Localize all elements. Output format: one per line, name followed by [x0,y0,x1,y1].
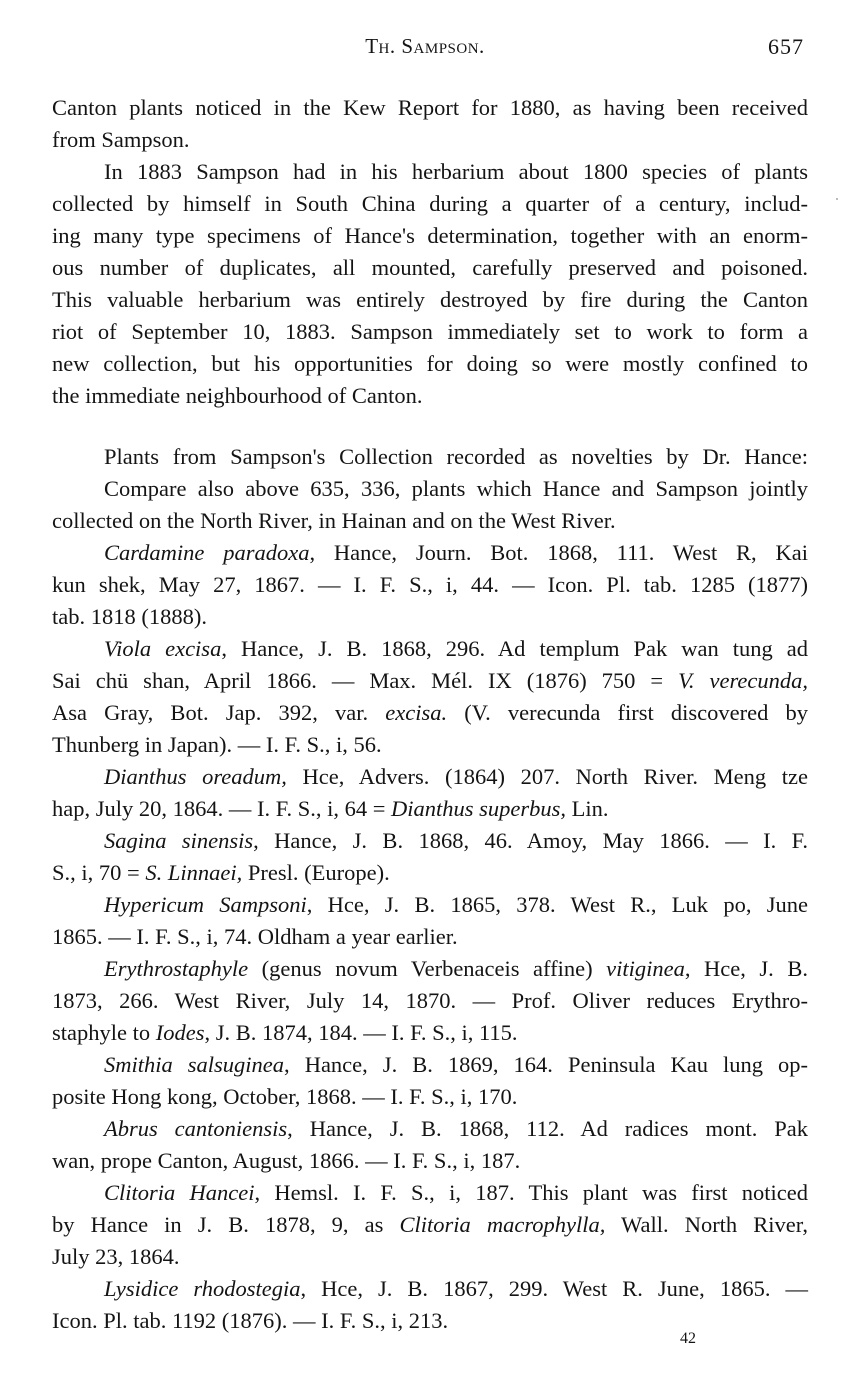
text-line [52,793,808,825]
page-number: 657 [768,34,804,59]
citation-text: Wall. North River, [605,1212,808,1237]
citation-text: by Hance in J. B. 1878, 9, as [52,1212,400,1237]
running-title [0,34,850,59]
text-line: from Sampson. [52,127,190,152]
text-line: 1865. — I. F. S., i, 74. Oldham a year earlier. [52,924,458,949]
species-name: Sagina sinensis [104,828,254,853]
citation-text: , J. B. 1874, 184. — I. F. S., i, 115. [204,1020,518,1045]
section-heading: Plants from Sampson's Collection recorded as novelties by Dr. Hance: [104,444,808,469]
citation-text: Hce, Advers. (1864) 207. North River. Meng tze [286,764,808,789]
citation-text: , Hance, J. B. 1868, 112. Ad radices mont. Pak [287,1116,808,1141]
running-title-text: Th. Sampson. [365,34,485,58]
species-name: Cardamine paradoxa [104,540,310,565]
text-line: riot of September 10, 1883. Sampson immediately set to work to form a [52,319,808,344]
text-line [52,857,808,889]
species-name: Hypericum Sampsoni [104,892,307,917]
synonym-name: S. Linnaei, [145,860,243,885]
text-line: July 23, 1864. [52,1244,180,1269]
citation-text: (V. verecunda first discovered by [447,700,809,725]
text-line: kun shek, May 27, 1867. — I. F. S., i, 44. — Icon. Pl. tab. 1285 (1877) [52,572,808,597]
citation-text: , Hce, J. B. [684,956,808,981]
citation-text: , Hce, J. B. 1865, 378. West R., Luk po, June [306,892,808,917]
citation-text: Asa Gray, Bot. Jap. 392, var. [52,700,386,725]
species-entry [104,1113,808,1145]
species-entry [104,825,808,857]
species-entry [104,761,808,793]
variety-name: excisa. [385,700,448,725]
species-name: Viola excisa [104,636,222,661]
species-entry [104,1049,808,1081]
text-line: wan, prope Canton, August, 1866. — I. F. S., i, 187. [52,1148,521,1173]
text-line: Compare also above 635, 336, plants which Hance and Sampson jointly [104,476,808,501]
species-entry [104,889,808,921]
text-line: collected by himself in South China during a quarter of a century, includ- [52,191,808,216]
citation-text: , Hance, Journ. Bot. 1868, 111. West R, Kai [309,540,808,565]
text-line: new collection, but his opportunities for doing so were mostly confined to [52,351,808,376]
text-line: ing many type specimens of Hance's determination, together with an enorm- [52,223,808,248]
species-entry [104,633,808,665]
citation-text: Sai chü shan, April 1866. — Max. Mél. IX (1876) 750 = [52,668,679,693]
text-line [52,1017,808,1049]
species-entry [104,1177,808,1209]
synonym-name: V. verecunda, [678,668,808,693]
citation-text: , Hance, J. B. 1869, 164. Peninsula Kau lung op- [284,1052,808,1077]
text-line [52,665,808,697]
citation-text: Presl. (Europe). [242,860,390,885]
citation-text: , Hemsl. I. F. S., i, 187. This plant was first noticed [254,1180,808,1205]
text-line [52,1209,808,1241]
text-line: ous number of duplicates, all mounted, carefully preserved and poisoned. [52,255,808,280]
citation-text: , Hance, J. B. 1868, 296. Ad templum Pak wan tung ad [221,636,809,661]
text-line: Thunberg in Japan). — I. F. S., i, 56. [52,732,382,757]
species-entry [104,953,808,985]
citation-text: , Hce, J. B. 1867, 299. West R. June, 1865. — [300,1276,808,1301]
text-line: 1873, 266. West River, July 14, 1870. — Prof. Oliver reduces Erythro- [52,988,808,1013]
species-entry [104,1273,808,1305]
text-line: In 1883 Sampson had in his herbarium about 1800 species of plants [104,159,808,184]
text-line: tab. 1818 (1888). [52,604,207,629]
genus-name: Erythrostaphyle [104,956,249,981]
species-entry [104,537,808,569]
species-name: Lysidice rhodostegia [104,1276,301,1301]
citation-text: Lin. [566,796,609,821]
citation-text: hap, July 20, 1864. — I. F. S., i, 64 = [52,796,392,821]
text-line: This valuable herbarium was entirely destroyed by fire during the Canton [52,287,808,312]
species-name: Abrus cantoniensis [104,1116,288,1141]
text-line: posite Hong kong, October, 1868. — I. F. S., i, 170. [52,1084,518,1109]
citation-text: (genus novum Verbenaceis affine) [248,956,607,981]
citation-text: staphyle to [52,1020,156,1045]
citation-text: , Hance, J. B. 1868, 46. Amoy, May 1866. — I. F. [253,828,808,853]
species-name: Clitoria Hancei [104,1180,255,1205]
text-line [52,697,808,729]
synonym-name: Dianthus superbus, [391,796,567,821]
text-line: the immediate neighbourhood of Canton. [52,383,423,408]
scan-speck [836,198,838,200]
species-name: Smithia salsuginea [104,1052,285,1077]
text-line: collected on the North River, in Hainan and on the West River. [52,508,616,533]
text-line: Canton plants noticed in the Kew Report for 1880, as having been received [52,95,808,120]
synonym-name: Clitoria macrophylla, [399,1212,606,1237]
signature-mark: 42 [680,1330,696,1347]
text-line: Icon. Pl. tab. 1192 (1876). — I. F. S., i, 213. [52,1308,449,1333]
citation-text: S., i, 70 = [52,860,146,885]
genus-name: Iodes [155,1020,205,1045]
species-name: Dianthus oreadum, [104,764,287,789]
running-header [0,34,850,64]
species-epithet: vitiginea [606,956,685,981]
